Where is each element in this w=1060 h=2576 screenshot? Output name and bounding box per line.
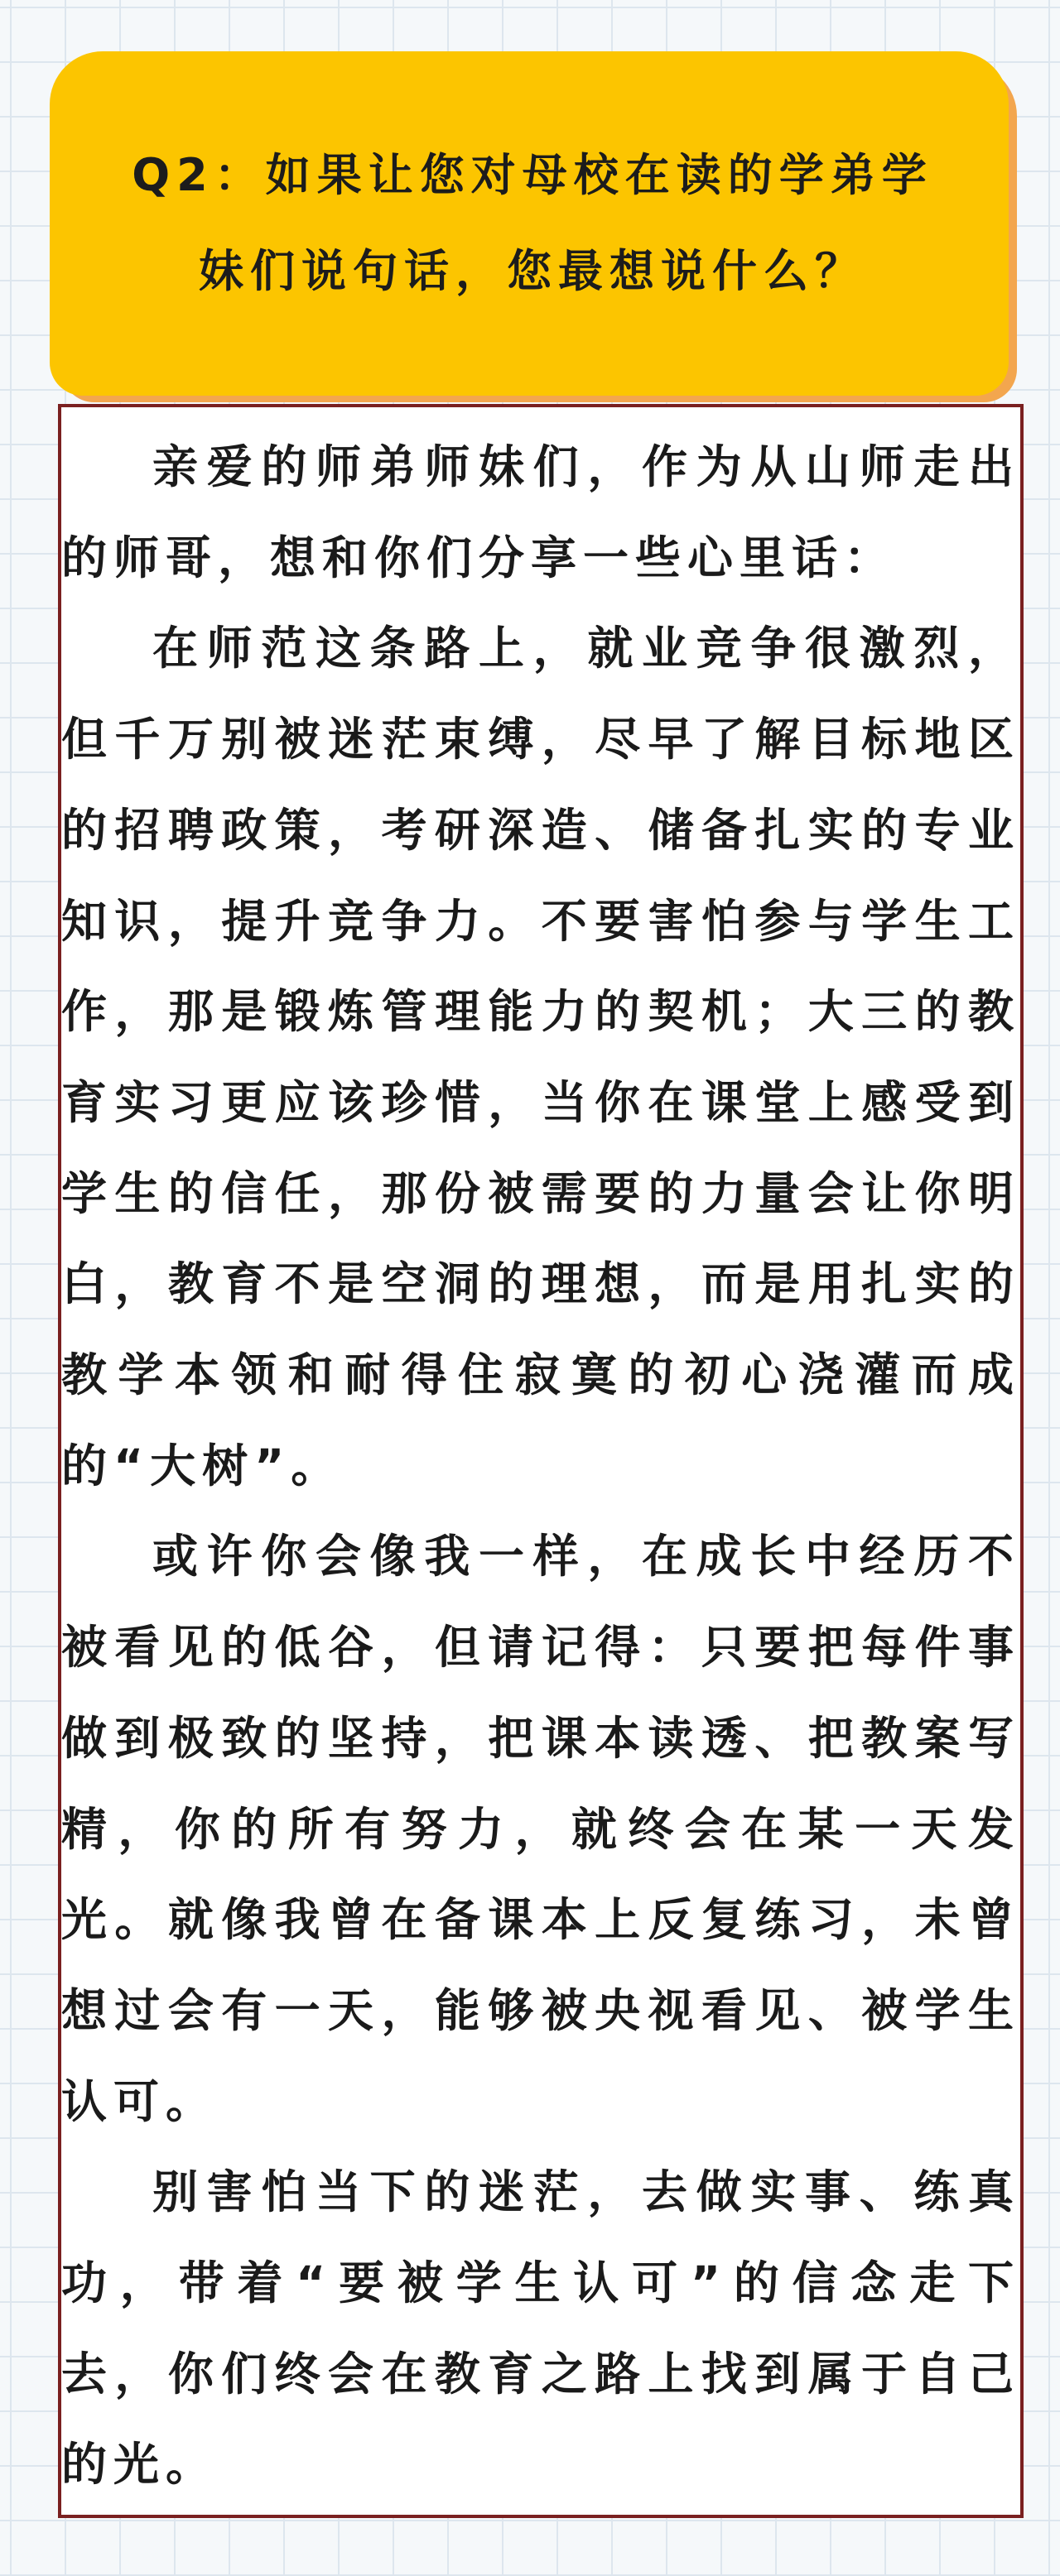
answer-paragraph-greeting: 亲爱的师弟师妹们，作为从山师走出的师哥，想和你们分享一些心里话： xyxy=(61,440,1020,584)
answer-paragraph-career: 在师范这条路上，就业竞争很激烈，但千万别被迷茫束缚，尽早了解目标地区的招聘政策，考研深造、储备扎实的专业知识，提升竞争力。不要害怕参与学生工作，那是锻炼管理能力的契机；大三的教育实习更应该珍惜，当你在课堂上感受到学生的信任，那份被需要的力量会让你明白，教育不是空洞的理想，而是用扎实的教学本领和耐得住寂寞的初心浇灌而成的“大树”。 xyxy=(61,622,1020,1492)
answer-paragraph-persistence: 或许你会像我一样，在成长中经历不被看见的低谷，但请记得：只要把每件事做到极致的坚持，把课本读透、把教案写精，你的所有努力，就终会在某一天发光。就像我曾在备课本上反复练习，未曾想过会有一天，能够被央视看见、被学生认可。 xyxy=(61,1530,1020,2128)
answer-box xyxy=(58,404,1024,2518)
question-card xyxy=(50,51,1009,396)
question-card-face xyxy=(50,51,1009,396)
question-text: Q2：如果让您对母校在读的学弟学妹们说句话，您最想说什么？ xyxy=(132,149,933,297)
answer-paragraph-closing: 别害怕当下的迷茫，去做实事、练真功，带着“要被学生认可”的信念走下去，你们终会在教育之路上找到属于自己的光。 xyxy=(61,2165,1020,2492)
